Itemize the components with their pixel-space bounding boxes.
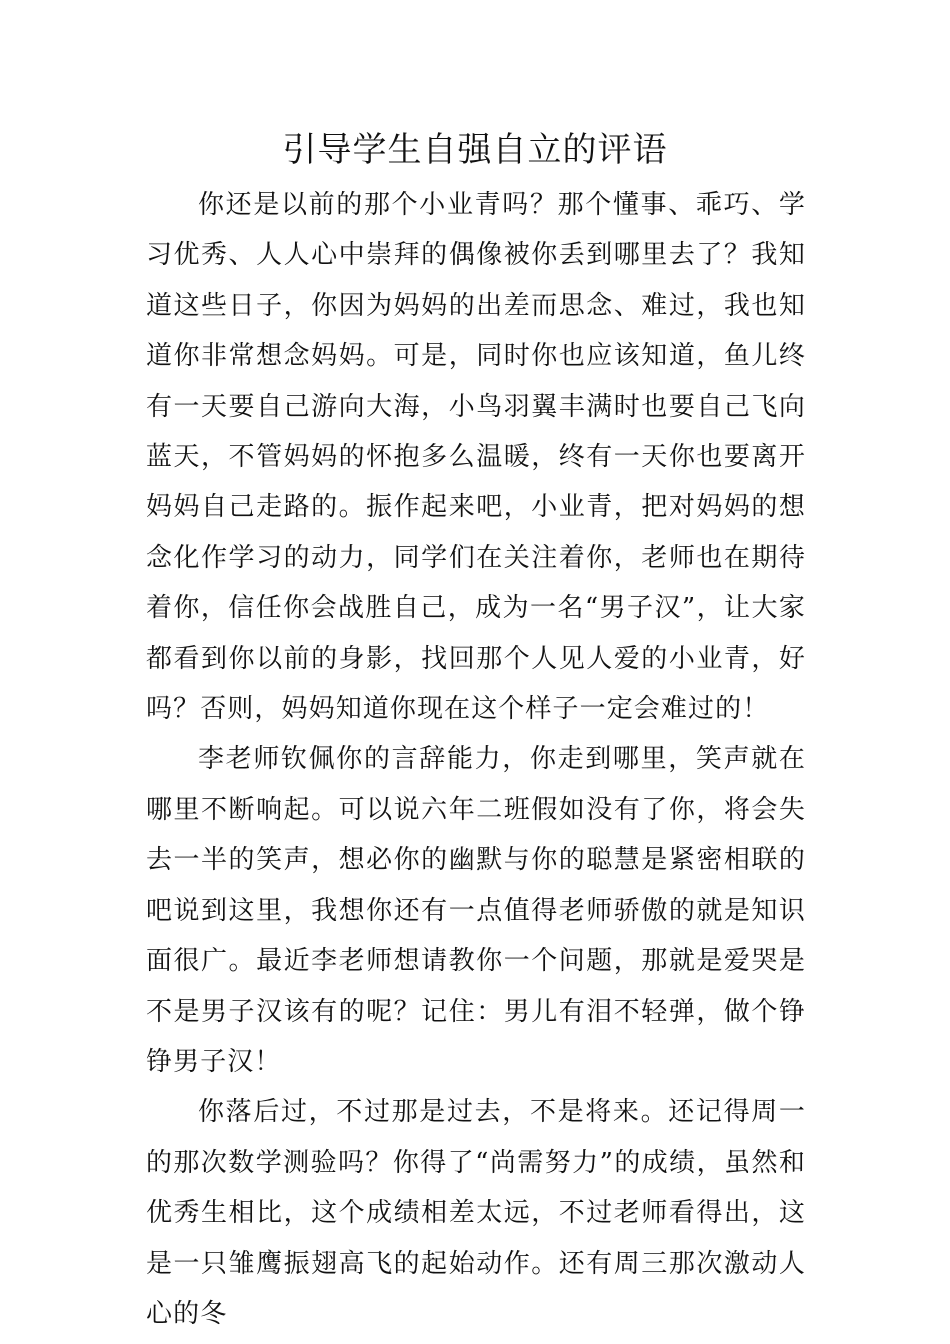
paragraph-3: 你落后过，不过那是过去，不是将来。还记得周一的那次数学测验吗？你得了“尚需努力”的成绩，虽然和优秀生相比，这个成绩相差太远，不过老师看得出，这是一只雏鹰振翅高飞的起始动作。还有周三那次激动人心的冬 xyxy=(146,1097,806,1329)
paragraph-2: 李老师钦佩你的言辞能力，你走到哪里，笑声就在哪里不断响起。可以说六年二班假如没有了你，将会失去一半的笑声，想必你的幽默与你的聪慧是紧密相联的吧说到这里，我想你还有一点值得老师骄傲的就是知识面很广。最近李老师想请教你一个问题，那就是爱哭是不是男子汉该有的呢？记住：男儿有泪不轻弹，做个铮铮男子汉！ xyxy=(146,744,806,1077)
document-body xyxy=(146,180,806,1339)
document-title: 引导学生自强自立的评语 xyxy=(282,130,668,170)
paragraph-1: 你还是以前的那个小业青吗？那个懂事、乖巧、学习优秀、人人心中崇拜的偶像被你丢到哪里去了？我知道这些日子，你因为妈妈的出差而思念、难过，我也知道你非常想念妈妈。可是，同时你也应该知道，鱼儿终有一天要自己游向大海，小鸟羽翼丰满时也要自己飞向蓝天，不管妈妈的怀抱多么温暖，终有一天你也要离开妈妈自己走路的。振作起来吧，小业青，把对妈妈的想念化作学习的动力，同学们在关注着你，老师也在期待着你，信任你会战胜自己，成为一名“男子汉”，让大家都看到你以前的身影，找回那个人见人爱的小业青，好吗？否则，妈妈知道你现在这个样子一定会难过的！ xyxy=(146,190,806,725)
